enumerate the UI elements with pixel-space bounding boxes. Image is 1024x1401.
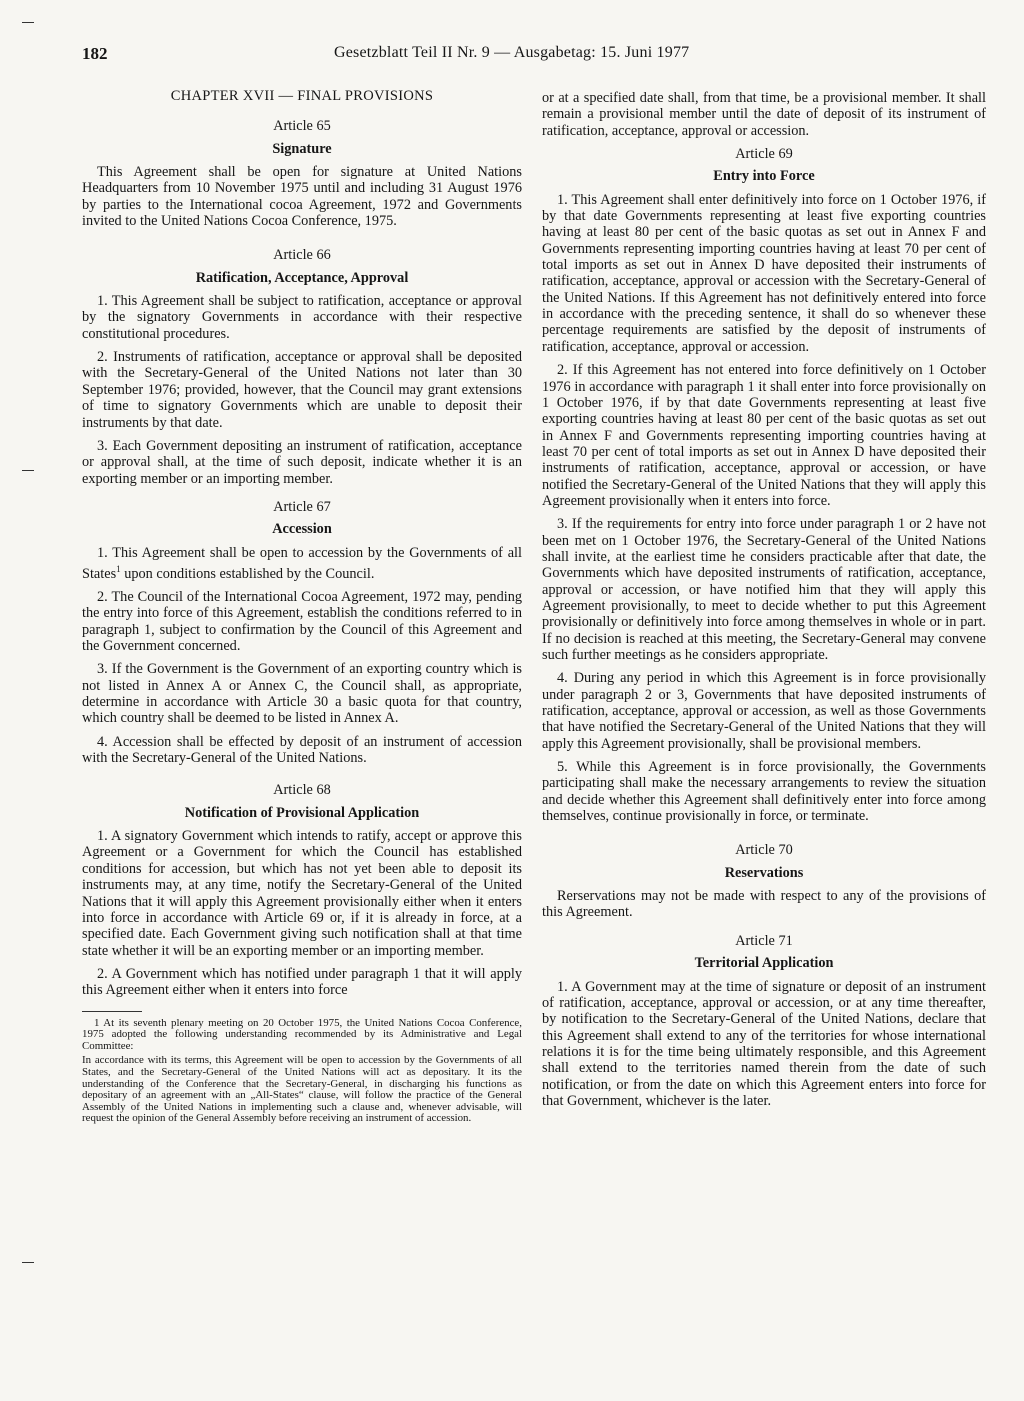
article-number: Article 69 bbox=[735, 146, 793, 163]
article-number: Article 67 bbox=[273, 498, 331, 515]
running-head: Gesetzblatt Teil II Nr. 9 — Ausgabetag: 15. Juni 1977 bbox=[334, 44, 690, 61]
footnote: In accordance with its terms, this Agreement will be open to accession by the Governments of all States, and the Secretary-General of the United Nations will act as depositary. It its the understanding of the Conference that the Secretary-General, in discharging his functions as depositary of an agreement with an „All-States“ clause, will follow the practice of the General Assembly of the United Nations in implementing such a clause and, whenever advisable, will request the opinion of the General Assembly before receiving an instrument of accession. bbox=[82, 1054, 522, 1125]
paragraph: 3. Each Government depositing an instrument of ratification, acceptance or approval shall, at the time of such deposit, indicate whether it is an exporting member or an importing member. bbox=[82, 437, 522, 487]
footnote: 1 At its seventh plenary meeting on 20 October 1975, the United Nations Cocoa Conference, 1975 adopted the following understanding recommended by its Administrative and Legal Committee: bbox=[82, 1016, 522, 1052]
article-68 bbox=[82, 782, 522, 998]
paragraph: Rerservations may not be made with respect to any of the provisions of this Agreement. bbox=[542, 888, 986, 921]
paragraph-text: 1. This Agreement shall be open to accession by the Governments of all States bbox=[82, 544, 522, 582]
paragraph: 2. The Council of the International Cocoa Agreement, 1972 may, pending the entry into force of this Agreement, establish the conditions referred to in paragraph 1, subject to confirmation by the Council of this Agreement and the Government concerned. bbox=[82, 589, 522, 655]
article-title: Territorial Application bbox=[694, 955, 834, 972]
paragraph: 2. A Government which has notified under paragraph 1 that it will apply this Agreement either when it enters into force bbox=[82, 965, 522, 999]
paragraph: 3. If the Government is the Government of an exporting country which is not listed in Annex A or Annex C, the Council shall, as appropriate, determine in accordance with Article 30 a basic quota for that country, which country shall be deemed to be listed in Annex A. bbox=[82, 661, 522, 727]
paragraph: 1. A Government may at the time of signature or deposit of an instrument of ratification, acceptance, approval or accession, or at any time thereafter, by notification to the Secretary-General of the United Nations, declare that this Agreement shall extend to any of the territories for whose international relations it is for the time being ultimately responsible, and this Agreement shall extend to the territories named therein from the date of such notification, or from the date on which this Agreement enters into force for that Government, whichever is the later. bbox=[542, 978, 986, 1109]
paragraph: 2. Instruments of ratification, acceptance or approval shall be deposited with the Secretary-General of the United Nations not later than 30 September 1976; provided, however, that the Council may grant extensions of time to signatory Governments which are unable to deposit their instruments by that date. bbox=[82, 349, 522, 431]
footnotes bbox=[82, 1018, 522, 1125]
paragraph: 5. While this Agreement is in force provisionally, the Governments participating shall make the necessary arrangements to review the situation and decide whether this Agreement shall definitively enter into force among themselves, continue provisionally in force, or terminate. bbox=[542, 759, 986, 825]
article-number: Article 66 bbox=[273, 247, 331, 264]
article-number: Article 70 bbox=[735, 842, 793, 859]
page-header bbox=[82, 44, 992, 72]
paragraph: 1. This Agreement shall enter definitively into force on 1 October 1976, if by that date Governments representing at least five exporting countries having at least 80 per cent of the basic quotas as set out in Annex F and Governments representing importing countries having at least 70 per cent of total imports as set out in Annex D have deposited their instruments of ratification, acceptance, approval or accession with the Secretary-General of the United Nations. If this Agreement has not definitively entered into force in accordance with the preceding sentence, it shall do so whenever these percentage requirements are satisfied by the deposit of instruments of ratification, acceptance, approval or accession. bbox=[542, 191, 986, 355]
article-number: Article 68 bbox=[273, 782, 331, 799]
article-title: Reservations bbox=[724, 864, 804, 881]
article-65 bbox=[82, 118, 522, 229]
paragraph-text: upon conditions established by the Council. bbox=[120, 565, 375, 582]
footnote-ref: 1 bbox=[116, 563, 121, 574]
page-number: 182 bbox=[82, 44, 108, 63]
article-71 bbox=[542, 933, 986, 1109]
footnote-rule bbox=[82, 1011, 142, 1012]
paragraph: 1. This Agreement shall be subject to ratification, acceptance or approval by the signatory Governments in accordance with their respective constitutional procedures. bbox=[82, 293, 522, 342]
paragraph: 3. If the requirements for entry into force under paragraph 1 or 2 have not been met on 1 October 1976, the Secretary-General of the United Nations shall invite, at the earliest time he considers practicable after that date, the Governments which have deposited instruments of ratification, acceptance, approval or accession, or have notified him that they will apply this Agreement provisionally, to meet to decide whether to put this Agreement provisionally or definitively into force among themselves in whole or in part. If no decision is reached at this meeting, the Secretary-General may convene such further meetings as he considers appropriate. bbox=[542, 516, 986, 663]
article-title: Notification of Provisional Application bbox=[184, 804, 420, 821]
article-70 bbox=[542, 842, 986, 920]
article-67 bbox=[82, 499, 522, 767]
paragraph: 1. A signatory Government which intends to ratify, accept or approve this Agreement or a Government for which the Council has established conditions for accession, but which has not yet been able to deposit its instruments may, at any time, notify the Secretary-General of the United Nations that it will apply this Agreement provisionally either when it enters into force in accordance with Article 69 or, if it is already in force, at a specified date. Each Government giving such notification shall at that time state whether it will be an exporting member or an importing member. bbox=[82, 828, 522, 959]
article-title: Signature bbox=[272, 140, 332, 157]
article-number: Article 71 bbox=[735, 932, 793, 949]
paragraph bbox=[82, 545, 522, 582]
left-column bbox=[82, 88, 522, 1128]
article-69 bbox=[542, 146, 986, 824]
chapter-title: CHAPTER XVII — FINAL PROVISIONS bbox=[170, 88, 434, 104]
article-66 bbox=[82, 247, 522, 486]
scan-mark bbox=[22, 22, 34, 23]
paragraph: 4. During any period in which this Agreement is in force provisionally under paragraph 2 or 3, Governments that have deposited instruments of ratification, acceptance, approval or accession, as well as those Governments that have notified the Secretary-General of the United Nations that they will apply this Agreement provisionally, shall be provisional members. bbox=[542, 670, 986, 752]
article-title: Ratification, Acceptance, Approval bbox=[195, 269, 409, 286]
paragraph: 2. If this Agreement has not entered into force definitively on 1 October 1976 in accordance with paragraph 1 it shall enter into force provisionally on 1 October 1976, if by that date Governments representing at least five exporting countries having at least 80 per cent of the basic quotas as set out in Annex F and Governments representing importing countries having at least 70 per cent of total imports as set out in Annex D have deposited their instruments of ratification, acceptance, approval or accession, or have notified the Secretary-General of the United Nations that they will apply this Agreement provisionally when it enters into force. bbox=[542, 362, 986, 509]
continuation-paragraph: or at a specified date shall, from that time, be a provisional member. It shall remain a provisional member until the date of deposit of its instrument of ratification, acceptance, approval or accession. bbox=[542, 90, 986, 139]
article-title: Entry into Force bbox=[713, 168, 815, 185]
paragraph: 4. Accession shall be effected by deposit of an instrument of accession with the Secretary-General of the United Nations. bbox=[82, 733, 522, 767]
right-column bbox=[542, 90, 986, 1116]
article-title: Accession bbox=[272, 521, 332, 538]
scan-mark bbox=[22, 470, 34, 471]
article-number: Article 65 bbox=[273, 118, 331, 135]
scan-mark bbox=[22, 1262, 34, 1263]
paragraph: This Agreement shall be open for signature at United Nations Headquarters from 10 November 1975 until and including 31 August 1976 by parties to the International cocoa Agreement, 1972 and Governments invited to the United Nations Cocoa Conference, 1975. bbox=[82, 164, 522, 230]
